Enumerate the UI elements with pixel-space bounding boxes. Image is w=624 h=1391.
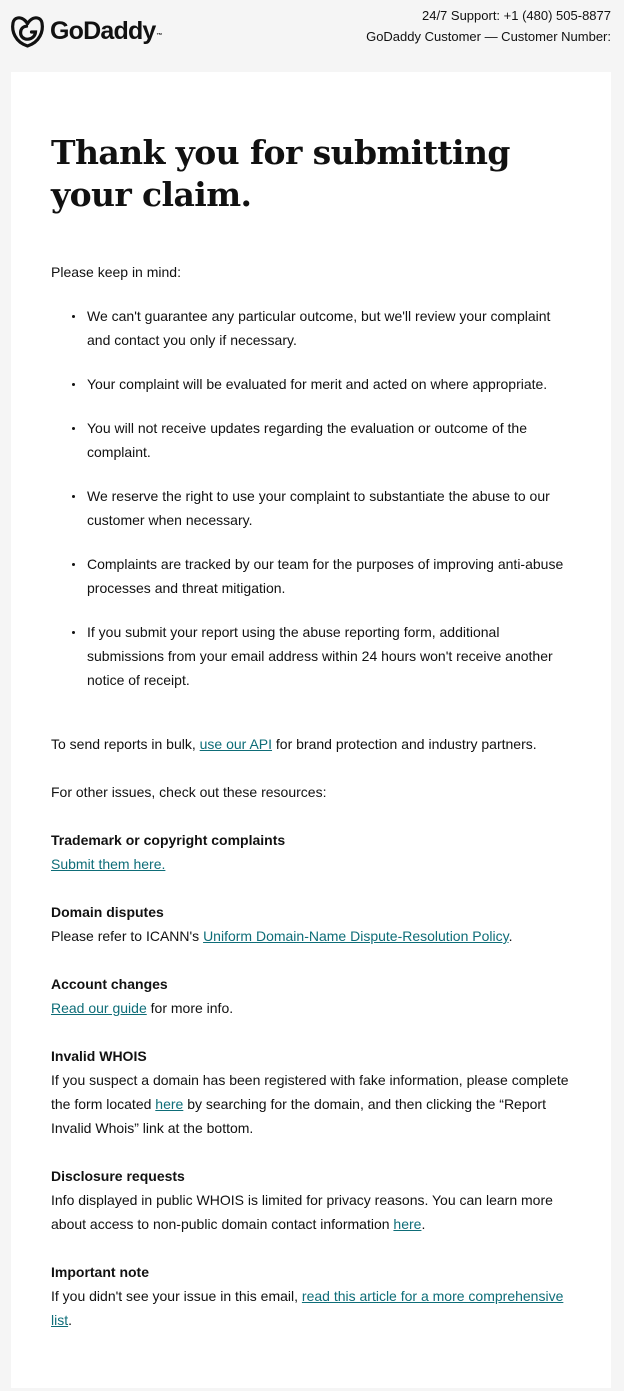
list-item: If you submit your report using the abuse reporting form, additional submissions from your email address within 24 hours won't receive another notice of receipt. (87, 620, 571, 692)
section-title: Account changes (51, 976, 168, 992)
account-changes-section: Account changes Read our guide for more info. (51, 972, 571, 1020)
section-title: Disclosure requests (51, 1168, 185, 1184)
trademark-section (51, 828, 571, 876)
disclosure-requests-section: Disclosure requests Info displayed in public WHOIS is limited for privacy reasons. You can learn more about access to non-public domain contact information here. (51, 1164, 571, 1236)
brand-name: GoDaddy™ (50, 17, 162, 45)
important-note-section: Important note If you didn't see your issue in this email, read this article for a more comprehensive list. (51, 1260, 571, 1332)
email-header (0, 0, 624, 72)
list-item: We reserve the right to use your complaint to substantiate the abuse to our customer when necessary. (87, 484, 571, 532)
list-item: Your complaint will be evaluated for merit and acted on where appropriate. (87, 372, 571, 396)
trademark-symbol: ™ (156, 33, 162, 39)
support-phone: 24/7 Support: +1 (480) 505-8877 (421, 8, 611, 23)
page-title: Thank you for submitting your claim. (51, 133, 510, 214)
message-card (11, 72, 611, 1388)
invalid-whois-section: Invalid WHOIS If you suspect a domain has been registered with fake information, please complete the form located here by searching for the domain, and then clicking the “Report Invalid Whois” link at the bottom. (51, 1044, 571, 1140)
notice-list (51, 304, 571, 692)
list-item: You will not receive updates regarding the evaluation or outcome of the complaint. (87, 416, 571, 464)
section-title: Domain disputes (51, 904, 164, 920)
comprehensive-list-link[interactable]: read this article for a more comprehensive list (51, 1288, 564, 1328)
use-api-link[interactable]: use our API (199, 736, 273, 752)
domain-disputes-section: Domain disputes Please refer to ICANN's Uniform Domain-Name Dispute-Resolution Policy. (51, 900, 571, 948)
section-title: Important note (51, 1264, 149, 1280)
bulk-reports-text: To send reports in bulk, use our API for brand protection and industry partners. (51, 736, 537, 752)
godaddy-logo[interactable] (10, 15, 162, 48)
message-body (51, 132, 571, 1332)
whois-form-link[interactable]: here (155, 1096, 184, 1112)
list-item: Complaints are tracked by our team for the purposes of improving anti-abuse processes and threat mitigation. (87, 552, 571, 600)
submit-trademark-link[interactable]: Submit them here. (51, 856, 166, 872)
section-title: Invalid WHOIS (51, 1048, 147, 1064)
resources-intro: For other issues, check out these resources: (51, 784, 327, 800)
godaddy-mark-icon (10, 15, 45, 48)
section-title: Trademark or copyright complaints (51, 832, 286, 848)
list-item: We can't guarantee any particular outcome, but we'll review your complaint and contact you only if necessary. (87, 304, 571, 352)
udrp-policy-link[interactable]: Uniform Domain-Name Dispute-Resolution Policy (203, 928, 509, 944)
support-info (366, 8, 611, 44)
read-guide-link[interactable]: Read our guide (51, 1000, 147, 1016)
disclosure-info-link[interactable]: here (393, 1216, 422, 1232)
keep-in-mind-text: Please keep in mind: (51, 264, 181, 280)
customer-number: GoDaddy Customer — Customer Number: (366, 29, 611, 44)
